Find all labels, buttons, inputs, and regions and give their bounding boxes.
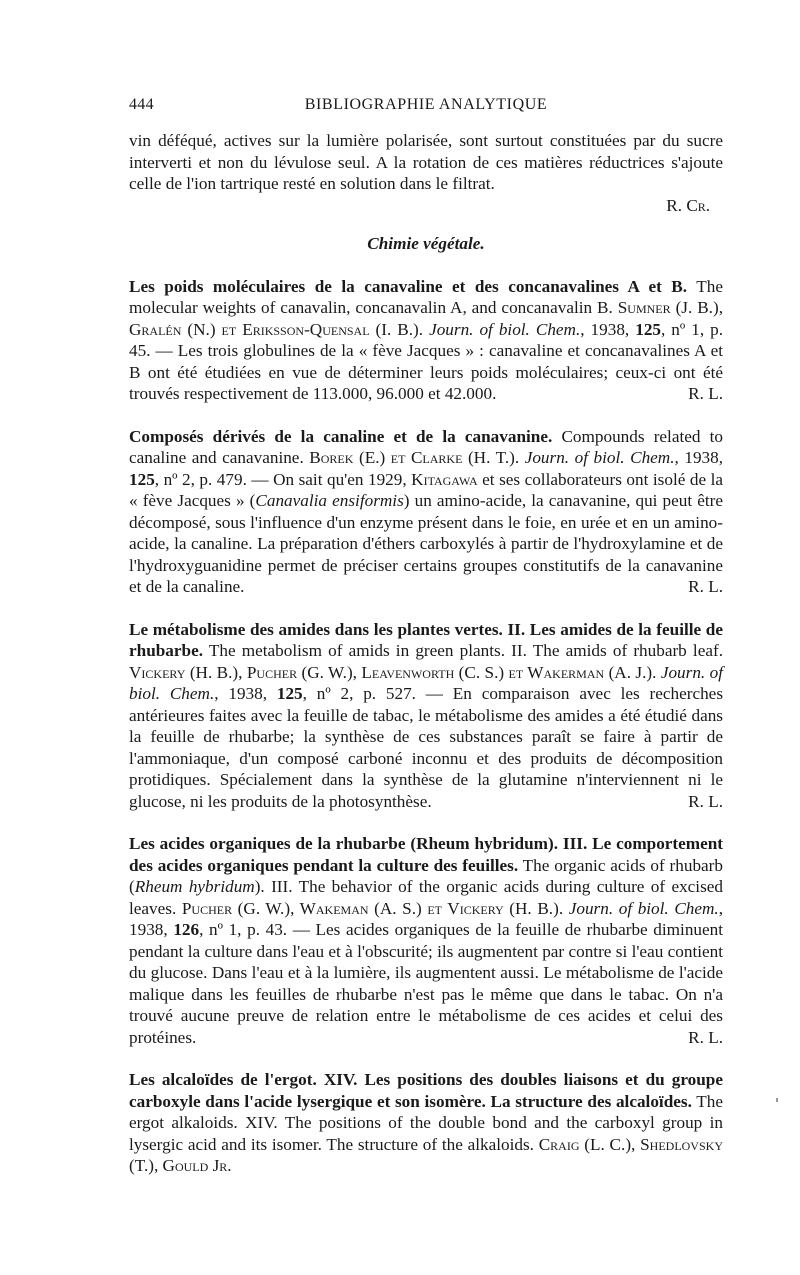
- entry-volume: 125: [276, 684, 303, 703]
- entry-title: Les poids moléculaires de la canavaline et des concanavalines A et B.: [129, 276, 688, 296]
- entry-species: Canavalia ensiformis: [255, 491, 404, 510]
- intro-signature: [129, 195, 723, 217]
- entry-1: [129, 276, 723, 405]
- entry-issue: , nº 2, p. 527.: [302, 684, 416, 703]
- entry-journal: Journ. of biol. Chem.: [129, 662, 723, 703]
- entry-title: Le métabolisme des amides dans les plantes vertes. II. Les amides de la feuille de rhubarbe.: [129, 619, 723, 660]
- entry-2: [129, 426, 723, 598]
- page-speck: [776, 1098, 778, 1102]
- entry-english-title: The metabolism of amids in green plants. II. The amids of rhubarb leaf.: [208, 641, 723, 660]
- page-number: 444: [129, 96, 154, 113]
- entry-volume: 126: [173, 920, 200, 939]
- entry-authors: Craig (L. C.), Shedlovsky (T.), Gould Jr.: [129, 1134, 723, 1175]
- entry-issue: , nº 2, p. 479.: [154, 469, 247, 489]
- entry-year: , 1938,: [129, 898, 724, 939]
- entry-authors: Vickery (H. B.), Pucher (G. W.), Leavenworth (C. S.) et Wakerman (A. J.).: [129, 662, 657, 682]
- entry-signature: R. L.: [688, 1027, 723, 1047]
- entry-issue: , nº 1, p. 43.: [199, 920, 288, 939]
- entry-species: Rheum hybridum: [134, 877, 255, 896]
- entry-abstract: — En comparaison avec les recherches antérieures faites avec la feuille de tabac, le métabolisme des amides a été étudié dans la feuille de rhubarbe; la synthèse de ces substances paraît se faire à partir de l'ammoniaque, d'un composé carboné inconnu et des produits de décomposition protidiques. Spécialement dans la synthèse de la glutamine n'interviennent ni le glucose, ni les produits de la photosynthèse.: [129, 684, 724, 811]
- entry-volume: 125: [635, 319, 662, 339]
- page-header: [129, 96, 723, 118]
- section-title: Chimie végétale.: [367, 234, 485, 253]
- intro-signature-text: R. Cr.: [666, 195, 711, 215]
- entry-year: , 1938,: [674, 448, 724, 467]
- entry-journal: Journ. of biol. Chem.: [568, 898, 719, 918]
- entry-english-part: The organic acids of rhubarb (: [129, 855, 723, 896]
- entry-title: Composés dérivés de la canaline et de la canavanine.: [129, 426, 553, 446]
- intro-paragraph: [129, 130, 723, 195]
- entry-abstract-part: et ses collaborateurs ont isolé de la « fève Jacques » (: [129, 469, 723, 510]
- entry-english-part: ). III. The behavior of the organic acids during culture of excised leaves.: [129, 877, 723, 918]
- running-title: BIBLIOGRAPHIE ANALYTIQUE: [304, 96, 548, 113]
- entry-signature: R. L.: [688, 791, 723, 811]
- entry-abstract-part: ) un amino-acide, la canavanine, qui peut être décomposé, sous l'influence d'un enzyme présent dans le foie, en urée et en un amino-acide, la canaline. La préparation d'éthers carboxylés à partir de l'hydroxylamine et de l'hydroxyguanidine permet de préciser certains groupes constitutifs de la canavanine et de la canaline.: [129, 491, 724, 596]
- page-body: [129, 130, 723, 1177]
- entry-abstract-author: Kitagawa: [411, 469, 478, 489]
- entry-journal: Journ. of biol. Chem.: [524, 448, 675, 467]
- entry-issue: , nº 1, p. 45.: [129, 319, 724, 360]
- entry-year: , 1938,: [214, 684, 277, 703]
- entry-title: Les acides organiques de la rhubarbe (Rheum hybridum). III. Le comportement des acides organiques pendant la culture des feuilles.: [129, 834, 723, 875]
- entry-4: [129, 833, 723, 1048]
- entry-authors: Sumner (J. B.), Gralén (N.) et Eriksson-Quensal (I. B.).: [129, 298, 723, 339]
- entry-authors: Borek (E.) et Clarke (H. T.).: [309, 448, 520, 467]
- entry-year: , 1938,: [580, 319, 636, 339]
- entry-english-title: Compounds related to canaline and canavanine.: [129, 426, 723, 467]
- entry-journal: Journ. of biol. Chem.: [429, 319, 581, 339]
- entry-3: [129, 619, 723, 813]
- entry-authors: Pucher (G. W.), Wakeman (A. S.) et Vickery (H. B.).: [181, 898, 564, 918]
- entry-abstract-part: — On sait qu'en 1929,: [246, 469, 412, 489]
- entry-english-title: The molecular weights of canavalin, concanavalin A, and concanavalin B.: [129, 276, 723, 317]
- entry-abstract: — Les trois globulines de la « fève Jacques » : canavaline et concanavalines A et B ont été étudiées en vue de déterminer leurs poids moléculaires; ceux-ci ont été trouvés respectivement de 113.000, 96.000 et 42.000.: [129, 341, 723, 403]
- entry-signature: R. L.: [688, 384, 723, 403]
- entry-title: Les alcaloïdes de l'ergot. XIV. Les positions des doubles liaisons et du groupe carboxyle dans l'acide lysergique et son isomère. La structure des alcaloïdes.: [129, 1070, 723, 1111]
- entry-signature: R. L.: [688, 577, 723, 596]
- entry-english-title: The ergot alkaloids. XIV. The positions of the double bond and the carboxyl group in lysergic acid and its isomer. The structure of the alkaloids.: [129, 1091, 723, 1154]
- entry-volume: 125: [129, 469, 155, 489]
- entry-5: [129, 1069, 723, 1177]
- intro-text: vin déféqué, actives sur la lumière polarisée, sont surtout constituées par du sucre interverti et non du lévulose seul. A la rotation de ces matières réductrices s'ajoute celle de l'ion tartrique resté en solution dans le filtrat.: [129, 131, 723, 193]
- entry-abstract: — Les acides organiques de la feuille de rhubarbe diminuent pendant la culture dans l'eau et à l'obscurité; ils augmentent par contre si l'eau contient du glucose. Dans l'eau et à la lumière, ils augmentent aussi. Le métabolisme de l'acide malique dans les feuilles de rhubarbe n'est pas le même que dans le tabac. On n'a trouvé aucune preuve de relation entre le métabolisme de ces acides et celui des protéines.: [129, 920, 723, 1047]
